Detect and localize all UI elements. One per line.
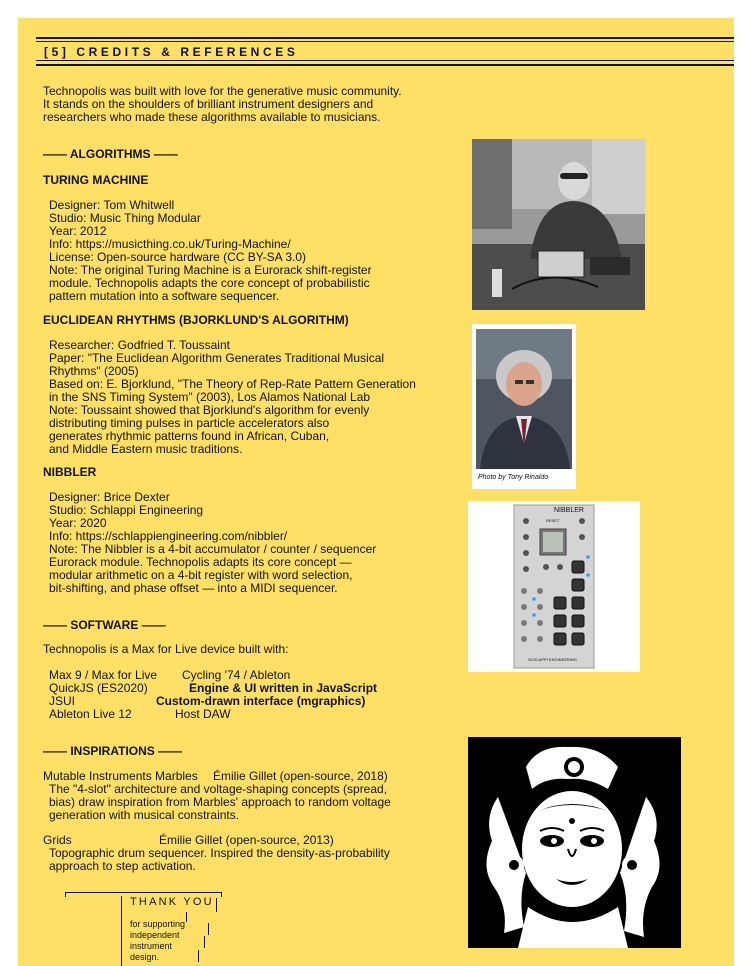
thank-you-bar — [204, 936, 205, 948]
photo-godfried-toussaint — [472, 324, 576, 489]
marbles-block — [43, 770, 423, 826]
photo-tom-whitwell-graphic — [472, 139, 645, 310]
software-desc: Host DAW — [175, 707, 231, 721]
nibbler-line: Eurorack module. Technopolis adapts its core concept — — [49, 555, 352, 569]
software-name: QuickJS (ES2020) — [49, 681, 148, 695]
thank-you-line: for supporting — [130, 919, 186, 929]
thank-you-bar — [198, 950, 199, 962]
euclid-line: Researcher: Godfried T. Toussaint — [49, 338, 230, 352]
thank-you-bar — [208, 923, 209, 935]
turing-line: pattern mutation into a software sequencer. — [49, 289, 280, 303]
software-table — [49, 669, 429, 725]
thank-you-line: independent — [130, 930, 180, 940]
marbles-line: generation with musical constraints. — [49, 808, 240, 822]
thank-you-bar — [216, 898, 217, 912]
turing-line: Info: https://musicthing.co.uk/Turing-Machine/ — [49, 237, 291, 251]
euclid-line: distributing timing pulses in particle accelerators also — [49, 416, 330, 430]
nibbler-line: Note: The Nibbler is a 4-bit accumulator / counter / sequencer — [49, 542, 377, 556]
photo-caption: Photo by Tony Rinaldo — [478, 474, 549, 481]
software-name: JSUI — [49, 694, 76, 708]
thank-you-box — [65, 888, 225, 966]
nibbler-line: Info: https://schlappiengineering.com/nibbler/ — [49, 529, 288, 543]
nibbler-line: Year: 2020 — [49, 516, 107, 530]
thank-you-bar — [186, 912, 187, 922]
nibbler-line: modular arithmetic on a 4-bit register with word selection, — [49, 568, 353, 582]
turing-line: Studio: Music Thing Modular — [49, 211, 201, 225]
thank-you-line: design. — [130, 952, 160, 962]
thank-you-lines — [130, 919, 185, 963]
module-brand: SCHLAPPI ENGINEERING — [528, 657, 577, 662]
photo-tom-whitwell — [472, 139, 645, 310]
grids-line: Topographic drum sequencer. Inspired the density-as-probability — [49, 846, 390, 860]
software-name: Max 9 / Max for Live — [49, 668, 158, 682]
software-desc: Cycling '74 / Ableton — [182, 668, 291, 682]
grids-name: Grids — [43, 833, 72, 847]
euclid-line: and Middle Eastern music traditions. — [49, 442, 243, 456]
header-rule-bottom — [36, 64, 734, 66]
thank-you-tick-left — [65, 892, 66, 897]
marbles-line: bias) draw inspiration from Marbles' approach to random voltage — [49, 795, 391, 809]
module-name: NIBBLER — [554, 507, 584, 514]
software-desc: Custom-drawn interface (mgraphics) — [156, 694, 366, 708]
marbles-line: The "4-slot" architecture and voltage-shaping concepts (spread, — [49, 782, 388, 796]
nibbler-line: Studio: Schlappi Engineering — [49, 503, 204, 517]
credits-page — [18, 18, 734, 966]
module-graphic — [468, 501, 640, 672]
turing-line: module. Technopolis adapts the core concept of probabilistic — [49, 276, 370, 290]
illustration-graphic — [468, 737, 681, 948]
turing-line: License: Open-source hardware (CC BY-SA 3.0) — [49, 250, 307, 264]
intro-line: researchers who made these algorithms available to musicians. — [43, 110, 381, 124]
turing-line: Designer: Tom Whitwell — [49, 198, 175, 212]
intro-line: It stands on the shoulders of brilliant instrument designers and — [43, 97, 374, 111]
nibbler-line: Designer: Brice Dexter — [49, 490, 170, 504]
euclid-line: Rhythms" (2005) — [49, 364, 139, 378]
marbles-name: Mutable Instruments Marbles — [43, 769, 198, 783]
algorithms-heading: —— ALGORITHMS —— — [43, 147, 178, 161]
euclid-line: Paper: "The Euclidean Algorithm Generates Traditional Musical — [49, 351, 385, 365]
euclid-line: in the SNS Timing System" (2003), Los Alamos National Lab — [49, 390, 371, 404]
euclid-line: Note: Toussaint showed that Bjorklund's algorithm for evenly — [49, 403, 370, 417]
header-rule-top — [36, 37, 734, 39]
inspirations-heading: —— INSPIRATIONS —— — [43, 744, 183, 758]
grids-credit: Émilie Gillet (open-source, 2013) — [159, 833, 334, 847]
thank-you-line: instrument — [130, 941, 173, 951]
euclid-title: EUCLIDEAN RHYTHMS (BJORKLUND'S ALGORITHM) — [43, 313, 349, 327]
euclid-line: Based on: E. Bjorklund, "The Theory of Rep-Rate Pattern Generation — [49, 377, 416, 391]
software-name: Ableton Live 12 — [49, 707, 132, 721]
marbles-credit: Émilie Gillet (open-source, 2018) — [213, 769, 388, 783]
software-heading: —— SOFTWARE —— — [43, 618, 166, 632]
thank-you-rule-top — [65, 892, 222, 893]
grids-block — [43, 834, 423, 874]
intro-paragraph — [43, 85, 483, 124]
thank-you-tick-right — [221, 892, 222, 897]
thank-you-rule-left — [121, 896, 122, 966]
module-reset-label: RESET — [546, 518, 560, 523]
nibbler-line: bit-shifting, and phase offset — into a MIDI sequencer. — [49, 581, 338, 595]
grids-line: approach to step activation. — [49, 859, 196, 873]
thank-you-title: THANK YOU — [130, 896, 214, 908]
euclid-line: generates rhythmic patterns found in African, Cuban, — [49, 429, 330, 443]
intro-line: Technopolis was built with love for the generative music community. — [43, 84, 402, 98]
header-rule-bottom-thin — [36, 60, 734, 61]
nibbler-title: NIBBLER — [43, 465, 97, 479]
software-desc: Engine & UI written in JavaScript — [189, 681, 378, 695]
photo-nibbler-module — [468, 501, 640, 672]
turing-title: TURING MACHINE — [43, 173, 149, 187]
header-rule-top-thin — [36, 41, 734, 42]
section-title: [5] CREDITS & REFERENCES — [44, 45, 299, 59]
turing-line: Year: 2012 — [49, 224, 107, 238]
software-intro: Technopolis is a Max for Live device built with: — [43, 642, 289, 656]
photo-toussaint-graphic — [472, 324, 576, 474]
illustration-goddess — [468, 737, 681, 948]
turing-line: Note: The original Turing Machine is a Eurorack shift-register — [49, 263, 372, 277]
